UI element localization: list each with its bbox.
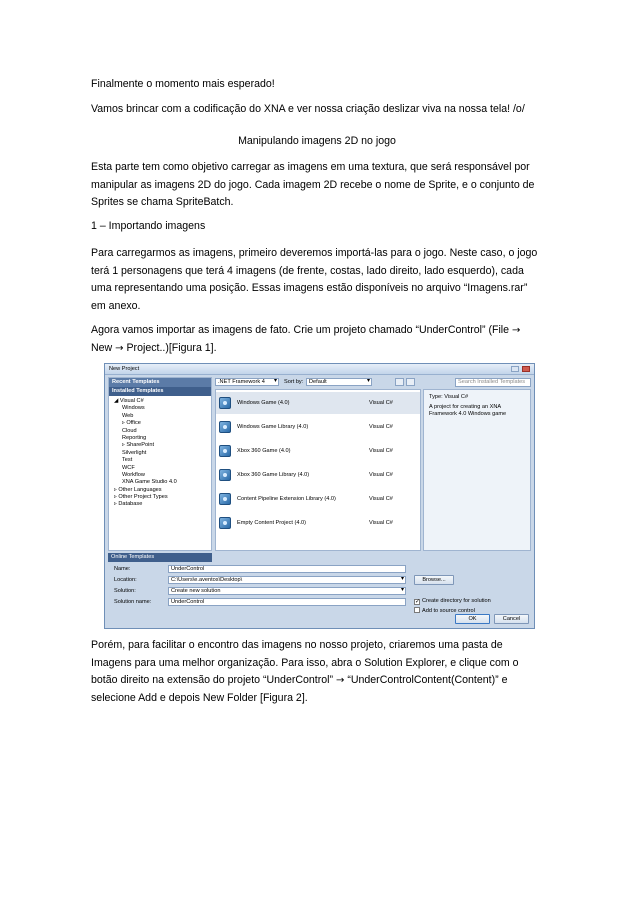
- paragraph-lets-play: Vamos brincar com a codificação do XNA e ver nossa criação deslizar viva na nossa tela! /o/: [91, 103, 525, 115]
- project-settings: [108, 564, 531, 624]
- template-tree-pane: [108, 377, 212, 551]
- installed-templates-header[interactable]: Installed Templates: [109, 387, 211, 396]
- paragraph-intro: Finalmente o momento mais esperado!: [91, 78, 275, 90]
- new-project-dialog: [104, 363, 535, 629]
- template-list: [215, 389, 421, 551]
- template-type: Type: Visual C#: [429, 394, 469, 400]
- dialog-titlebar: [105, 364, 534, 375]
- template-language: Visual C#: [369, 472, 393, 478]
- location-label: Location:: [114, 577, 137, 583]
- ok-button[interactable]: OK: [455, 614, 490, 624]
- search-templates-input[interactable]: Search Installed Templates: [455, 378, 531, 387]
- tree-item[interactable]: XNA Game Studio 4.0: [122, 479, 177, 486]
- template-row[interactable]: [216, 464, 420, 486]
- tree-item[interactable]: ▹ Office: [122, 420, 141, 427]
- tree-item[interactable]: Workflow: [122, 471, 145, 478]
- recent-templates-header[interactable]: Recent Templates: [109, 378, 211, 387]
- template-name: Content Pipeline Extension Library (4.0): [237, 496, 336, 502]
- template-row[interactable]: [216, 392, 420, 414]
- template-name: Windows Game Library (4.0): [237, 424, 309, 430]
- project-name-input[interactable]: UnderControl: [168, 565, 406, 573]
- arrow-icon: →: [511, 325, 521, 336]
- location-input[interactable]: C:\Users\e.aventos\Desktop\ ▾: [168, 576, 406, 584]
- tree-item[interactable]: Reporting: [122, 434, 147, 441]
- template-language: Visual C#: [369, 400, 393, 406]
- template-details: [423, 389, 531, 551]
- solution-name-label: Solution name:: [114, 599, 152, 605]
- template-row[interactable]: [216, 488, 420, 510]
- tree-item[interactable]: ◢ Visual C#: [114, 398, 144, 404]
- template-language: Visual C#: [369, 424, 393, 430]
- small-icons-button[interactable]: [406, 378, 415, 386]
- close-button[interactable]: [522, 366, 530, 372]
- create-directory-checkbox[interactable]: ✓ Create directory for solution: [415, 598, 491, 605]
- template-name: Xbox 360 Game Library (4.0): [237, 472, 310, 478]
- sort-dropdown[interactable]: Default ▾: [306, 378, 372, 386]
- name-label: Name:: [114, 566, 131, 572]
- tree-item[interactable]: Windows: [122, 405, 145, 412]
- template-description: A project for creating an XNA Framework 4.0 Windows game: [429, 404, 507, 417]
- browse-button[interactable]: Browse...: [414, 575, 454, 585]
- add-source-control-checkbox[interactable]: Add to source control: [414, 607, 475, 615]
- template-name: Xbox 360 Game (4.0): [237, 448, 291, 454]
- tree-item[interactable]: Silverlight: [122, 449, 147, 456]
- framework-dropdown[interactable]: .NET Framework 4 ▾: [215, 378, 279, 386]
- template-row[interactable]: [216, 440, 420, 462]
- tree-item[interactable]: Web: [122, 412, 134, 419]
- medium-icons-button[interactable]: [395, 378, 404, 386]
- sort-label: Sort by:: [284, 379, 304, 385]
- xna-template-icon: [219, 469, 231, 481]
- template-toolbar: [215, 377, 420, 388]
- tree-item[interactable]: ▹ SharePoint: [122, 442, 155, 449]
- paragraph-objective: Esta parte tem como objetivo carregar as imagens em uma textura, que será responsável por manipular as imagens 2D do jogo. Cada imagem 2D recebe o nome de Sprite, e o conjunto de Sprites se chama SpriteBatch.: [91, 161, 535, 209]
- dialog-title: New Project: [109, 366, 140, 372]
- template-name: Empty Content Project (4.0): [237, 520, 307, 526]
- cancel-button[interactable]: Cancel: [494, 614, 529, 624]
- template-row[interactable]: [216, 416, 420, 438]
- tree-item[interactable]: Test: [122, 457, 133, 464]
- template-language: Visual C#: [369, 448, 393, 454]
- tree-item[interactable]: ▹ Other Languages: [114, 486, 162, 493]
- xna-template-icon: [219, 517, 231, 529]
- xna-template-icon: [219, 445, 231, 457]
- tree-item[interactable]: ▹ Other Project Types: [114, 494, 168, 501]
- section-heading: Manipulando imagens 2D no jogo: [238, 135, 396, 147]
- arrow-icon: →: [115, 342, 124, 354]
- online-templates-header[interactable]: Online Templates: [108, 553, 212, 562]
- xna-template-icon: [219, 493, 231, 505]
- template-name: Windows Game (4.0): [237, 400, 290, 406]
- tree-item[interactable]: Cloud: [122, 427, 137, 434]
- arrow-icon: →: [335, 675, 345, 687]
- template-tree: [109, 396, 211, 509]
- help-button[interactable]: [511, 366, 519, 372]
- template-language: Visual C#: [369, 496, 393, 502]
- tree-item[interactable]: ▹ Database: [114, 501, 143, 508]
- paragraph-folder: Porém, para facilitar o encontro das imagens no nosso projeto, criaremos uma pasta de Imagens para uma melhor organização. Para isso, abra o Solution Explorer, e clique com o botão direito na extensão do projeto “UnderControl” → “UnderControlContent(Content)” e selecione Add e depois New Folder [Figura 2].: [91, 639, 519, 704]
- checkmark-icon: ✓: [415, 599, 421, 605]
- tree-item[interactable]: WCF: [122, 464, 135, 471]
- xna-template-icon: [219, 421, 231, 433]
- paragraph-create-project: Agora vamos importar as imagens de fato. Crie um projeto chamado “UnderControl” (File → New → Project..)[Figura 1].: [91, 324, 521, 354]
- solution-dropdown[interactable]: Create new solution ▾: [168, 587, 406, 595]
- xna-template-icon: [219, 397, 231, 409]
- subsection-heading: 1 – Importando imagens: [91, 220, 206, 232]
- template-language: Visual C#: [369, 520, 393, 526]
- solution-label: Solution:: [114, 588, 136, 594]
- paragraph-import: Para carregarmos as imagens, primeiro deveremos importá-las para o jogo. Neste caso, o jogo terá 1 personagens que terá 4 imagens (de frente, costas, lado direito, lado esquerdo), cada uma representando uma posição. Essas imagens estão disponíveis no arquivo “Imagens.rar” em anexo.: [91, 247, 538, 312]
- solution-name-input[interactable]: UnderControl: [168, 598, 406, 606]
- template-row[interactable]: [216, 512, 420, 534]
